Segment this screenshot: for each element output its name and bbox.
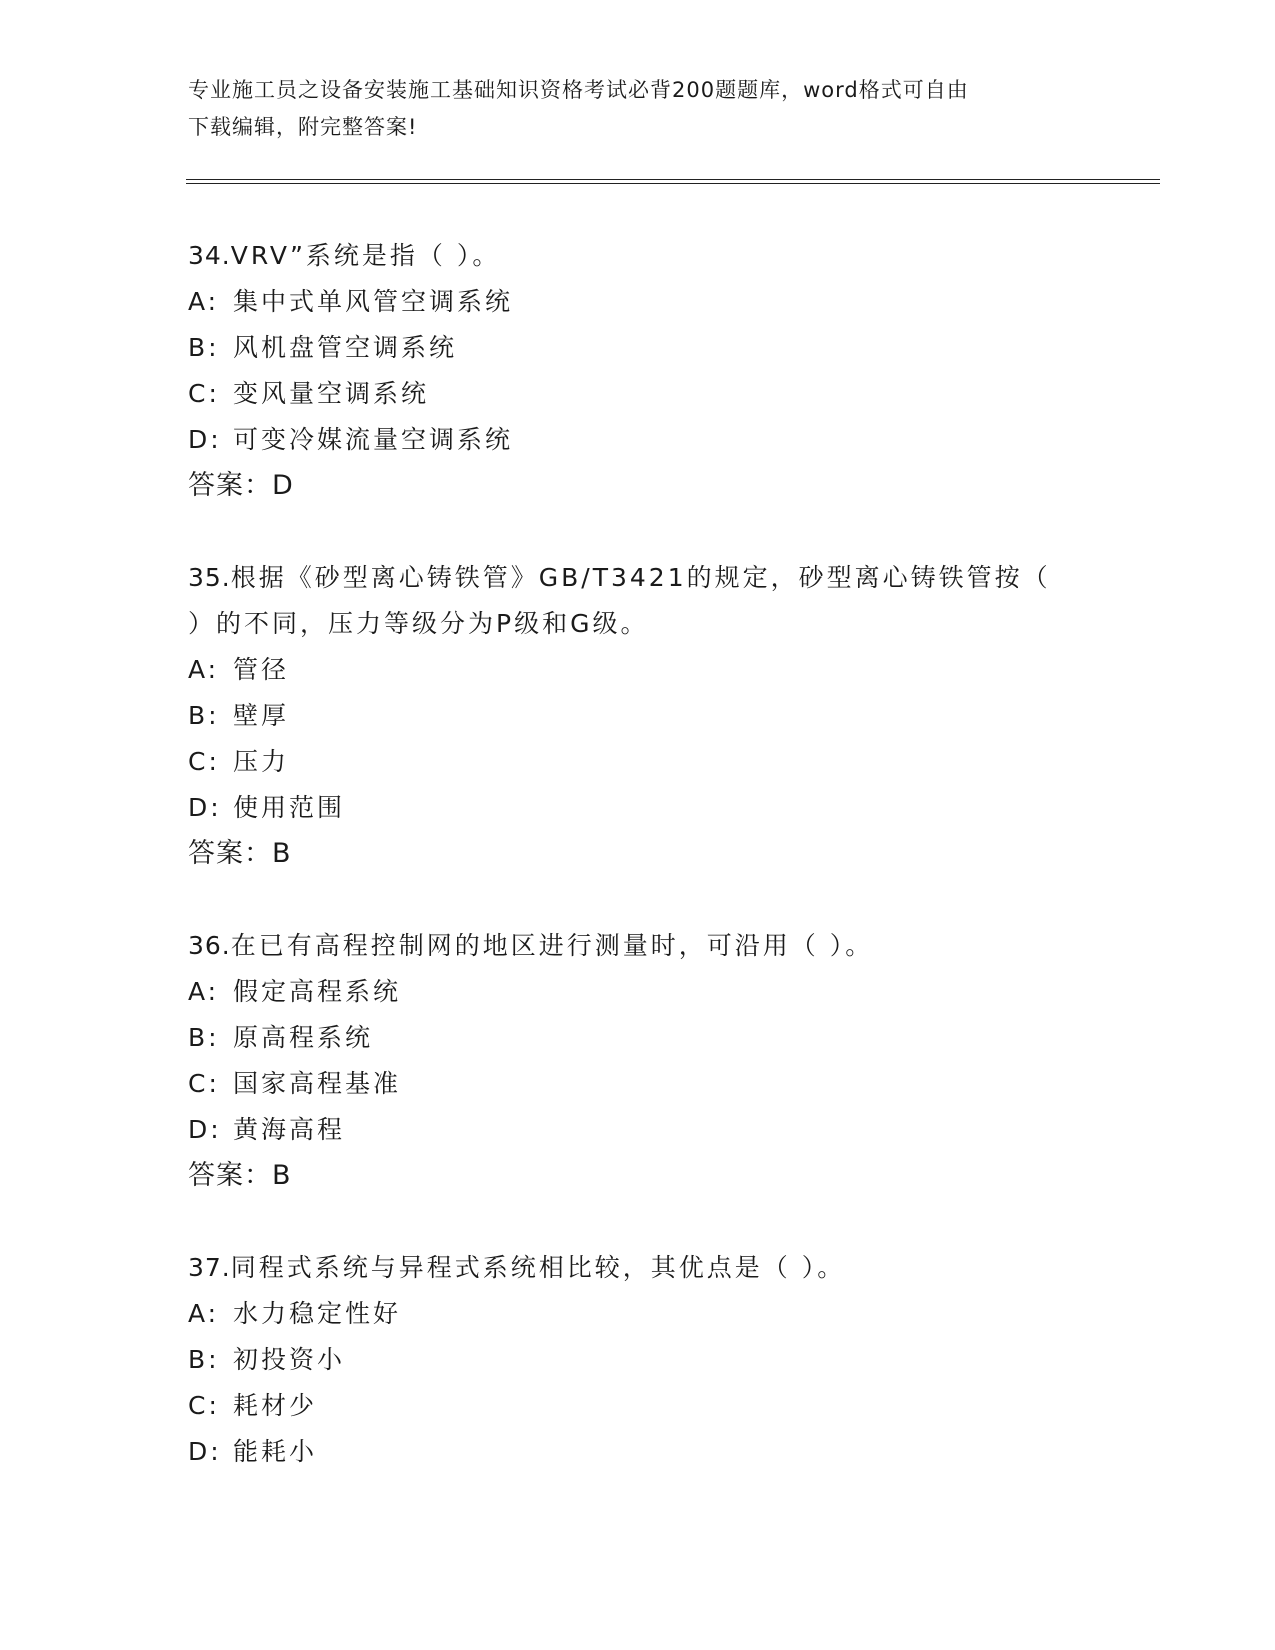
option-key: B:: [188, 1345, 220, 1374]
question-stem: [188, 923, 1088, 969]
question-stem: [188, 233, 1088, 279]
answer: 答案：D: [188, 470, 294, 501]
option-b: [188, 1337, 1088, 1383]
option-key: A:: [188, 977, 220, 1006]
option-key: C:: [188, 1391, 220, 1420]
option-a: [188, 969, 1088, 1015]
option-text: 集中式单风管空调系统: [233, 287, 514, 316]
option-text: 黄海高程: [233, 1115, 346, 1144]
option-key: C:: [188, 747, 220, 776]
question-number: 34.: [188, 241, 231, 270]
option-key: C:: [188, 1069, 220, 1098]
question-34: [188, 233, 1088, 509]
option-c: [188, 1383, 1088, 1429]
document-title-line-2: 下载编辑，附完整答案!: [188, 115, 418, 139]
option-text: 压力: [233, 747, 290, 776]
option-text: 管径: [233, 655, 290, 684]
question-stem: [188, 555, 1088, 601]
option-d: [188, 785, 1088, 831]
option-key: D:: [188, 1437, 222, 1466]
question-number: 36.: [188, 931, 231, 960]
question-list: [188, 233, 1088, 1521]
option-key: D:: [188, 1115, 222, 1144]
option-a: [188, 647, 1088, 693]
question-text: VRV”系统是指（ ）。: [230, 241, 501, 270]
answer: 答案：B: [188, 838, 292, 869]
option-text: 耗材少: [233, 1391, 318, 1420]
option-key: C:: [188, 379, 220, 408]
option-text: 假定高程系统: [233, 977, 402, 1006]
answer: 答案：B: [188, 1160, 292, 1191]
option-text: 初投资小: [233, 1345, 346, 1374]
option-text: 原高程系统: [233, 1023, 374, 1052]
option-key: A:: [188, 1299, 220, 1328]
option-key: B:: [188, 333, 220, 362]
question-stem-continued: ）的不同，压力等级分为P级和G级。: [188, 609, 649, 638]
option-c: [188, 739, 1088, 785]
page-header: [188, 72, 1078, 146]
option-key: D:: [188, 425, 222, 454]
option-d: [188, 1429, 1088, 1475]
question-number: 35.: [188, 563, 231, 592]
option-text: 壁厚: [233, 701, 290, 730]
option-key: B:: [188, 701, 220, 730]
option-c: [188, 1061, 1088, 1107]
option-key: D:: [188, 793, 222, 822]
option-d: [188, 417, 1088, 463]
document-title-line-1: 专业施工员之设备安装施工基础知识资格考试必背200题题库，word格式可自由: [188, 78, 969, 102]
option-b: [188, 325, 1088, 371]
option-c: [188, 371, 1088, 417]
question-text: 在已有高程控制网的地区进行测量时，可沿用（ ）。: [230, 931, 874, 960]
option-a: [188, 1291, 1088, 1337]
option-d: [188, 1107, 1088, 1153]
option-b: [188, 1015, 1088, 1061]
question-36: [188, 923, 1088, 1199]
question-35: [188, 555, 1088, 877]
question-text: 同程式系统与异程式系统相比较，其优点是（ ）。: [230, 1253, 846, 1282]
header-divider: [186, 179, 1160, 184]
option-text: 使用范围: [233, 793, 346, 822]
option-key: A:: [188, 655, 220, 684]
question-stem: [188, 1245, 1088, 1291]
option-text: 变风量空调系统: [233, 379, 430, 408]
option-text: 能耗小: [233, 1437, 318, 1466]
option-b: [188, 693, 1088, 739]
option-text: 水力稳定性好: [233, 1299, 402, 1328]
option-text: 风机盘管空调系统: [233, 333, 458, 362]
option-a: [188, 279, 1088, 325]
question-number: 37.: [188, 1253, 231, 1282]
question-text: 根据《砂型离心铸铁管》GB/T3421的规定，砂型离心铸铁管按（: [230, 563, 1051, 592]
option-key: B:: [188, 1023, 220, 1052]
question-37: [188, 1245, 1088, 1475]
option-key: A:: [188, 287, 220, 316]
option-text: 可变冷媒流量空调系统: [233, 425, 514, 454]
option-text: 国家高程基准: [233, 1069, 402, 1098]
